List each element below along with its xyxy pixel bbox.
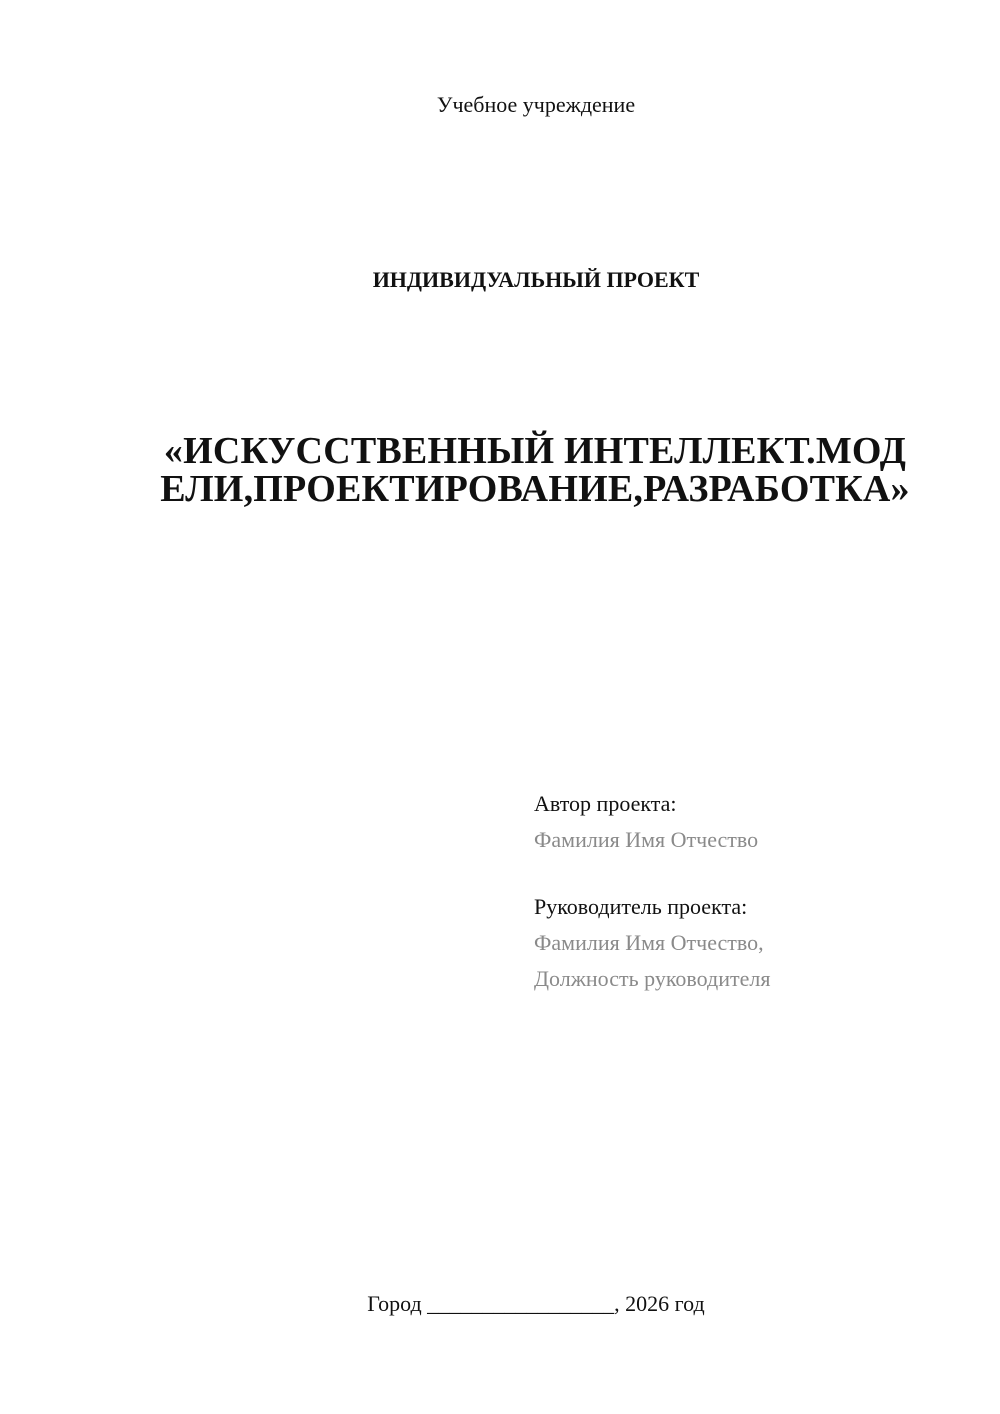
author-label: Автор проекта: (534, 791, 677, 816)
supervisor-position-placeholder: Должность руководителя (534, 966, 771, 991)
city-year-line: Город _________________, 2026 год (367, 1291, 705, 1316)
project-title (150, 432, 920, 508)
project-title-line-2: ЕЛИ,ПРОЕКТИРОВАНИЕ,РАЗРАБОТКА» (160, 468, 910, 510)
project-people (534, 786, 974, 997)
author-name-placeholder: Фамилия Имя Отчество (534, 827, 759, 852)
supervisor-label: Руководитель проекта: (534, 894, 748, 919)
project-kind-heading: ИНДИВИДУАЛЬНЫЙ ПРОЕКТ (372, 267, 700, 292)
institution-name: Учебное учреждение (436, 92, 636, 117)
spacer (534, 858, 974, 889)
supervisor-name-placeholder: Фамилия Имя Отчество, (534, 930, 764, 955)
project-title-line-1: «ИСКУССТВЕННЫЙ ИНТЕЛЛЕКТ.МОД (163, 430, 907, 472)
